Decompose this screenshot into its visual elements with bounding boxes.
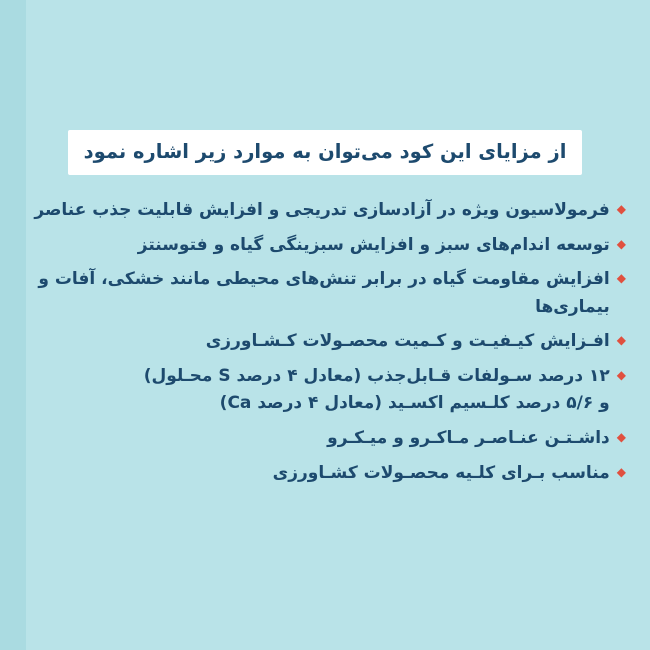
list-item bbox=[24, 266, 626, 321]
list-item-label: افزایش مقاومت گیاه در برابر تنش‌های محیطی مانند خشکی، آفات و بیماری‌ها bbox=[38, 269, 610, 317]
list-item bbox=[24, 328, 626, 356]
title-container bbox=[24, 130, 626, 175]
list-item-label: فرمولاسیون ویژه در آزادسازی تدریجی و افزایش قابلیت جذب عناصر bbox=[34, 200, 610, 221]
diamond-bullet-icon: ◆ bbox=[616, 367, 626, 382]
diamond-bullet-icon: ◆ bbox=[616, 333, 626, 348]
list-item bbox=[24, 363, 626, 418]
poster-content bbox=[0, 130, 650, 494]
list-item-label: توسعه اندام‌های سبز و افزایش سبزینگی گیاه و فتوسنتز bbox=[137, 234, 610, 255]
diamond-bullet-icon: ◆ bbox=[616, 236, 626, 251]
diamond-bullet-icon: ◆ bbox=[616, 202, 626, 217]
list-item bbox=[24, 460, 626, 488]
list-item-label: داشـتـن عنـاصـر مـاکـرو و میـکـرو bbox=[327, 427, 610, 448]
list-item bbox=[24, 232, 626, 260]
list-item-label: افـزایش کیـفیـت و کـمیت محصـولات کـشـاورزی bbox=[205, 331, 610, 352]
list-item-label bbox=[144, 363, 610, 418]
list-item-line-2: و ۵/۶ درصد کلـسیم اکسـید (معادل ۴ درصد Ca) bbox=[219, 393, 610, 414]
list-item-label: مناسب بـرای کلـیه محصـولات کشـاورزی bbox=[272, 462, 610, 483]
diamond-bullet-icon: ◆ bbox=[616, 271, 626, 286]
benefits-list bbox=[24, 197, 626, 487]
page-title: از مزایای این کود می‌توان به موارد زیر اشاره نمود bbox=[68, 130, 583, 175]
list-item bbox=[24, 197, 626, 225]
list-item bbox=[24, 425, 626, 453]
list-item-line-1: ۱۲ درصد سـولفات قـابل‌جذب (معادل ۴ درصد S محـلول) bbox=[143, 365, 610, 386]
diamond-bullet-icon: ◆ bbox=[616, 464, 626, 479]
diamond-bullet-icon: ◆ bbox=[616, 429, 626, 444]
